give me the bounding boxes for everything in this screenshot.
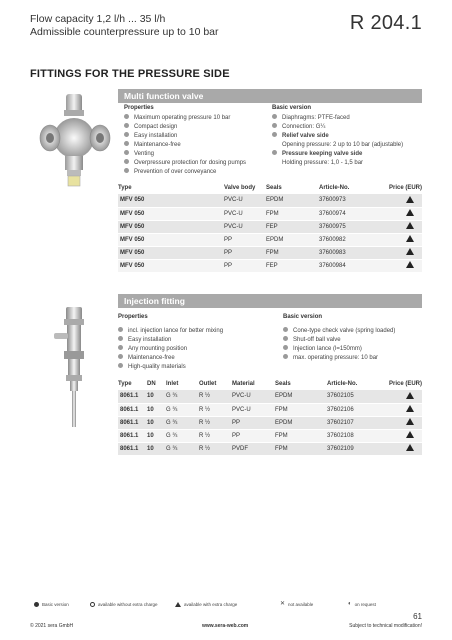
multi-function-valve-bar: Multi function valve [118, 89, 422, 103]
col-price: Price (EUR) [388, 381, 422, 387]
col-type: Type [118, 185, 132, 191]
multi-basic-item: Connection: G¼ [272, 123, 325, 132]
extra-charge-icon [406, 196, 414, 203]
col-inlet: Inlet [166, 381, 179, 387]
table-row: 8061.1 10 G ¾ R ½ PVC-U FPM 37602106 [118, 403, 422, 416]
cross-icon: ✕ [280, 601, 286, 608]
extra-charge-icon [406, 444, 414, 451]
multi-basic-item: Holding pressure: 1,0 - 1,5 bar [282, 160, 364, 166]
extra-charge-icon [406, 405, 414, 412]
injection-fitting-image [52, 305, 96, 430]
legend-no-charge: available without extra charge [90, 602, 158, 607]
col-seals: Seals [266, 185, 282, 191]
table-row: 8061.1 10 G ¾ R ½ PVDF FPM 37602109 [118, 442, 422, 455]
multi-basic-item: Opening pressure: 2 up to 10 bar (adjustable) [282, 142, 404, 148]
footer-note: Subject to technical modification! [349, 623, 422, 629]
multi-properties-heading: Properties [124, 105, 154, 111]
header-code: R 204.1 [349, 12, 422, 34]
table-row: MFV 050 PVC-U FPM 37600974 [118, 207, 422, 220]
extra-charge-icon [175, 602, 181, 607]
col-valve-body: Valve body [224, 185, 256, 191]
injection-basic-item: Cone-type check valve (spring loaded) [283, 327, 395, 336]
basic-version-icon [34, 602, 39, 607]
col-type: Type [118, 381, 132, 387]
no-charge-icon [90, 602, 95, 607]
col-article-no: Article-No. [327, 381, 358, 387]
injection-property-item: Easy installation [118, 336, 171, 345]
page-number: 61 [413, 612, 422, 621]
legend-basic: Basic version [34, 602, 69, 607]
table-row: 8061.1 10 G ¾ R ½ PP FPM 37602108 [118, 429, 422, 442]
multi-basic-item: Pressure keeping valve side [272, 150, 362, 159]
table-row: MFV 050 PP EPDM 37600982 [118, 233, 422, 246]
table-row: MFV 050 PVC-U FEP 37600975 [118, 220, 422, 233]
extra-charge-icon [406, 418, 414, 425]
col-dn: DN [147, 381, 156, 387]
injection-fitting-bar: Injection fitting [118, 294, 422, 308]
col-price: Price (EUR) [388, 185, 422, 191]
multi-property-item: Maximum operating pressure 10 bar [124, 114, 230, 123]
multi-property-item: Maintenance-free [124, 141, 181, 150]
multi-property-item: Easy installation [124, 132, 177, 141]
injection-basic-item: Shut-off ball valve [283, 336, 341, 345]
extra-charge-icon [406, 392, 414, 399]
multi-valve-table [118, 182, 422, 273]
injection-basic-item: max. operating pressure: 10 bar [283, 354, 378, 363]
multi-function-valve-image [38, 92, 114, 188]
legend-not-available: ✕ not available [280, 601, 314, 608]
table-row: MFV 050 PP FEP 37600984 [118, 259, 422, 272]
multi-property-item: Prevention of over conveyance [124, 168, 216, 177]
injection-property-item: High-quality materials [118, 363, 186, 372]
injection-fitting-table [118, 378, 422, 456]
footer-copyright: © 2021 sera GmbH [30, 623, 74, 629]
col-material: Material [232, 381, 255, 387]
table-row: MFV 050 PP FPM 37600983 [118, 246, 422, 259]
injection-properties-heading: Properties [118, 314, 148, 320]
col-article-no: Article-No. [319, 185, 350, 191]
table-row: 8061.1 10 G ¾ R ½ PVC-U EPDM 37602105 [118, 390, 422, 403]
injection-property-item: Any mounting position [118, 345, 187, 354]
table-header-row [118, 182, 422, 194]
extra-charge-icon [406, 222, 414, 229]
injection-property-item: incl. injection lance for better mixing [118, 327, 223, 336]
table-header-row [118, 378, 422, 390]
footer-url[interactable]: www.sera-web.com [202, 623, 249, 629]
multi-property-item: Venting [124, 150, 154, 159]
multi-basic-heading: Basic version [272, 105, 312, 111]
injection-property-item: Maintenance-free [118, 354, 175, 363]
extra-charge-icon [406, 235, 414, 242]
table-row: MFV 050 PVC-U EPDM 37600973 [118, 194, 422, 207]
extra-charge-icon [406, 248, 414, 255]
col-seals: Seals [275, 381, 291, 387]
header-title-line2: Admissible counterpressure up to 10 bar [30, 26, 219, 38]
multi-basic-item: Diaphragms: PTFE-faced [272, 114, 350, 123]
injection-basic-heading: Basic version [283, 314, 323, 320]
on-request-icon: ◐ [348, 601, 352, 608]
injection-basic-item: Injection lance (l=150mm) [283, 345, 362, 354]
multi-property-item: Compact design [124, 123, 177, 132]
extra-charge-icon [406, 209, 414, 216]
legend-on-request: ◐ on request [348, 601, 376, 608]
table-row: 8061.1 10 G ¾ R ½ PP EPDM 37602107 [118, 416, 422, 429]
section-title: FITTINGS FOR THE PRESSURE SIDE [30, 68, 230, 80]
multi-basic-item: Relief valve side [272, 132, 329, 141]
extra-charge-icon [406, 431, 414, 438]
legend-extra-charge: available with extra charge [175, 602, 237, 607]
extra-charge-icon [406, 261, 414, 268]
header-title-line1: Flow capacity 1,2 l/h ... 35 l/h [30, 13, 166, 25]
col-outlet: Outlet [199, 381, 217, 387]
multi-property-item: Overpressure protection for dosing pumps [124, 159, 246, 168]
